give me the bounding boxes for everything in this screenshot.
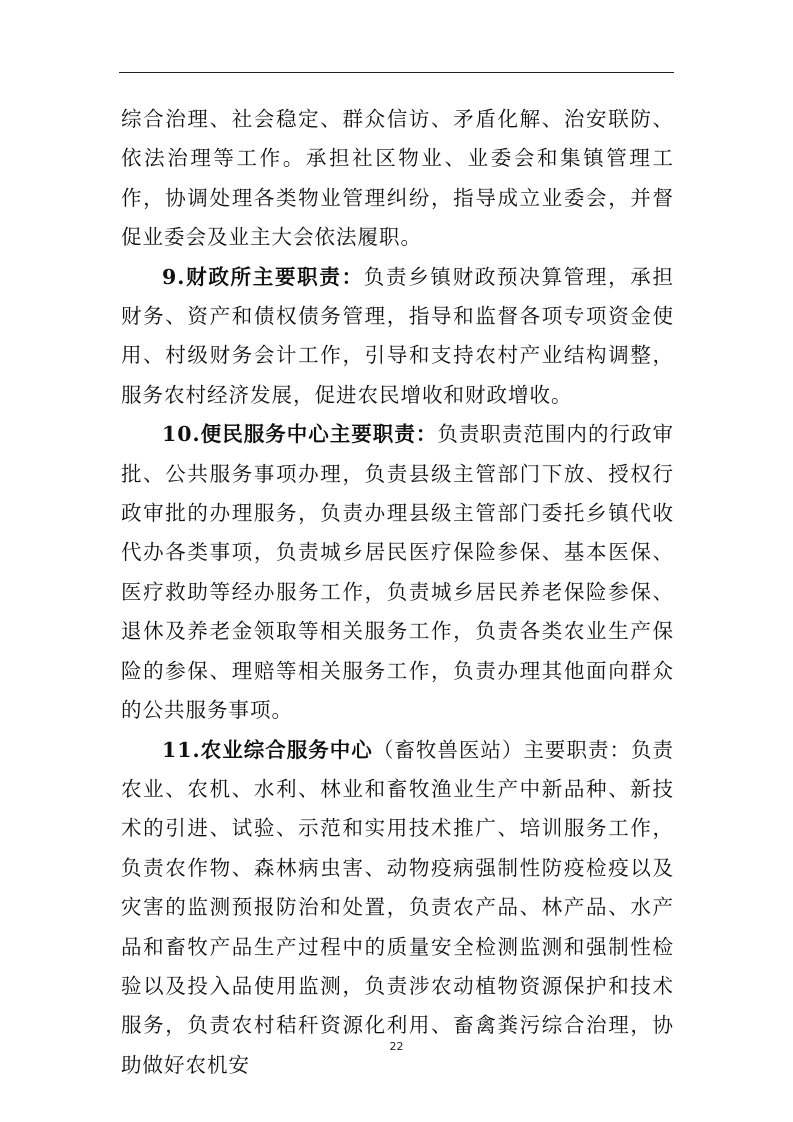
paragraph-agriculture-center — [121, 731, 674, 1086]
paragraph-service-center — [121, 415, 674, 730]
paragraph-text: 负责乡镇财政预决算管理，承担财务、资产和债权债务管理，指导和监督各项专项资金使用、村级财务会计工作，引导和支持农村产业结构调整，服务农村经济发展，促进农民增收和财政增收。 — [121, 264, 674, 407]
paragraph-finance-office — [121, 258, 674, 416]
paragraph-heading: 10.便民服务中心主要职责： — [162, 422, 438, 447]
paragraph-text: 负责职责范围内的行政审批、公共服务事项办理，负责县级主管部门下放、授权行政审批的办理服务，负责办理县级主管部门委托乡镇代收代办各类事项，负责城乡居民医疗保险参保、基本医保、医疗救助等经办服务工作，负责城乡居民养老保险参保、退休及养老金领取等相关服务工作，负责各类农业生产保险的参保、理赔等相关服务工作，负责办理其他面向群众的公共服务事项。 — [121, 422, 674, 723]
paragraph-continuation — [121, 100, 674, 258]
paragraph-text: （畜牧兽医站）主要职责：负责农业、农机、水利、林业和畜牧渔业生产中新品种、新技术的引进、试验、示范和实用技术推广、培训服务工作，负责农作物、森林病虫害、动物疫病强制性防疫检疫以及灾害的监测预报防治和处置，负责农产品、林产品、水产品和畜牧产品生产过程中的质量安全检测监测和强制性检验以及投入品使用监测，负责涉农动植物资源保护和技术服务，负责农村秸秆资源化利用、畜禽粪污综合治理，协助做好农机安 — [121, 737, 675, 1077]
paragraph-text: 综合治理、社会稳定、群众信访、矛盾化解、治安联防、依法治理等工作。承担社区物业、业委会和集镇管理工作，协调处理各类物业管理纠纷，指导成立业委会，并督促业委会及业主大会依法履职。 — [121, 107, 674, 250]
paragraph-heading: 9.财政所主要职责： — [162, 264, 364, 289]
document-body — [121, 100, 674, 1085]
page-number: 22 — [389, 1040, 404, 1053]
header-rule — [119, 72, 674, 73]
paragraph-heading: 11.农业综合服务中心 — [162, 737, 373, 762]
